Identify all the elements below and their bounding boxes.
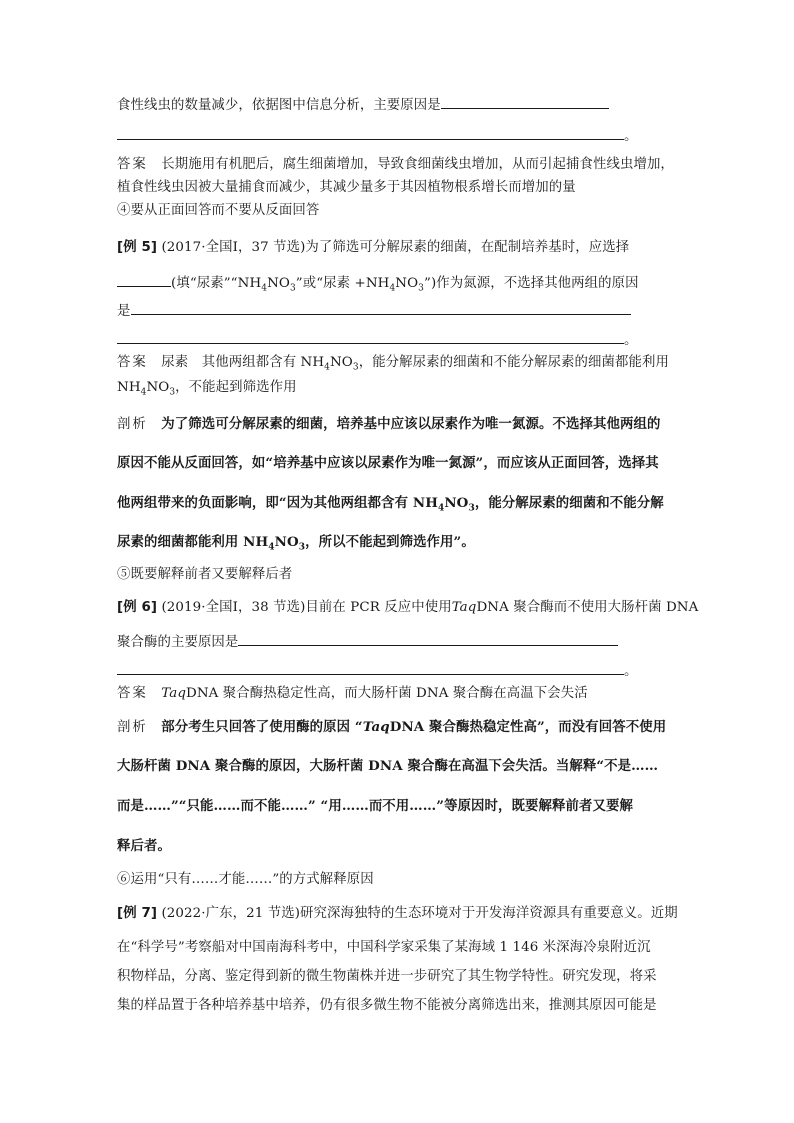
example-6-line2: 聚合酶的主要原因是 [117, 633, 618, 651]
answer-blank[interactable] [117, 127, 624, 140]
example-5-line2: (填“尿素$”“NH_4NO_3$”或“尿素 $+NH_4NO_3$”)作为氮源，不选择其他两组的原因 [117, 274, 639, 292]
example-label: [例 7] [117, 906, 158, 921]
example-6-stem: [例 6] (2019·全国Ⅰ，38 节选)目前在 PCR 反应中使用TaqDNA 聚合酶而不使用大肠杆菌 DNA [117, 600, 699, 615]
answer-text-line: 植食性线虫因被大量捕食而减少，其减少量多于其因植物根系增长而增加的量 [117, 180, 576, 195]
analysis-line: 大肠杆菌 DNA 聚合酶的原因，大肠杆菌 DNA 聚合酶在高温下会失活。当解释“不是…… [117, 758, 659, 774]
example-7-stem: [例 7] (2022·广东，21 节选)研究深海独特的生态环境对于开发海洋资源具有重要意义。近期 [117, 906, 678, 921]
answer-blank[interactable] [131, 302, 631, 315]
answer-blank[interactable] [117, 331, 624, 344]
analysis-block-5: 剖析 为了筛选可分解尿素的细菌，培养基中应该以尿素作为唯一氮源。不选择其他两组的 [117, 416, 661, 432]
example-7-line2: 在“科学号”考察船对中国南海科考中，中国科学家采集了某海域 1 146 米深海冷泉附近沉 [117, 940, 651, 955]
example-5-stem: [例 5] (2017·全国Ⅰ，37 节选)为了筛选可分解尿素的细菌，在配制培养基时，应选择 [117, 240, 630, 255]
analysis-block-6: 剖析 部分考生只回答了使用酶的原因 “TaqDNA 聚合酶热稳定性高”，而没有回答不使用 [117, 719, 667, 735]
analysis-line: 原因不能从反面回答，如“培养基中应该以尿素作为唯一氮源”，而应该从正面回答，选择其 [117, 455, 659, 471]
answer-block-5: 答案 尿素 其他两组都含有 $NH_4NO_3$，能分解尿素的细菌和不能分解尿素的细菌都能利用 [117, 355, 669, 373]
answer-text-line: $NH_4NO_3$，不能起到筛选作用 [117, 380, 297, 398]
answer-blank[interactable] [238, 633, 618, 646]
analysis-line: 释后者。 [117, 838, 171, 854]
question-continuation: 食性线虫的数量减少，依据图中信息分析，主要原因是 [117, 96, 609, 114]
example-5-line3: 是 [117, 302, 631, 320]
example-6-line3: 。 [117, 662, 638, 680]
answer-blank[interactable] [117, 274, 171, 287]
example-5-line4: 。 [117, 331, 638, 349]
answer-label: 答案 [117, 355, 148, 370]
analysis-label: 剖析 [117, 720, 148, 735]
example-label: [例 6] [117, 600, 158, 615]
answer-blank[interactable] [117, 662, 624, 675]
example-7-line3: 积物样品，分离、鉴定得到新的微生物菌株并进一步研究了其生物学特性。研究发现，将采 [117, 969, 657, 984]
analysis-label: 剖析 [117, 417, 148, 432]
section-heading-5: ⑤既要解释前者又要解释后者 [117, 567, 293, 582]
answer-block: 答案 长期施用有机肥后，腐生细菌增加，导致食细菌线虫增加，从而引起捕食性线虫增加， [117, 157, 674, 172]
analysis-line: 而是……”“只能……而不能……” “用……而不用……”等原因时，既要解释前者又要解 [117, 798, 633, 814]
question-continuation-line2: 。 [117, 127, 638, 145]
example-7-line4: 集的样品置于各种培养基中培养，仍有很多微生物不能被分离筛选出来，推测其原因可能是 [117, 998, 657, 1013]
analysis-line: 他两组带来的负面影响，即“因为其他两组都含有 $NH_4NO_3$，能分解尿素的细菌和不能分解 [117, 495, 664, 514]
analysis-line: 尿素的细菌都能利用 $NH_4NO_3$，所以不能起到筛选作用”。 [117, 534, 475, 553]
section-heading-6: ⑥运用“只有……才能……”的方式解释原因 [117, 872, 374, 887]
answer-block-6: 答案 TaqDNA 聚合酶热稳定性高，而大肠杆菌 DNA 聚合酶在高温下会失活 [117, 686, 588, 701]
answer-label: 答案 [117, 686, 148, 701]
answer-label: 答案 [117, 157, 148, 172]
section-heading-4: ④要从正面回答而不要从反面回答 [117, 203, 320, 218]
answer-blank[interactable] [441, 96, 609, 109]
example-label: [例 5] [117, 240, 158, 255]
